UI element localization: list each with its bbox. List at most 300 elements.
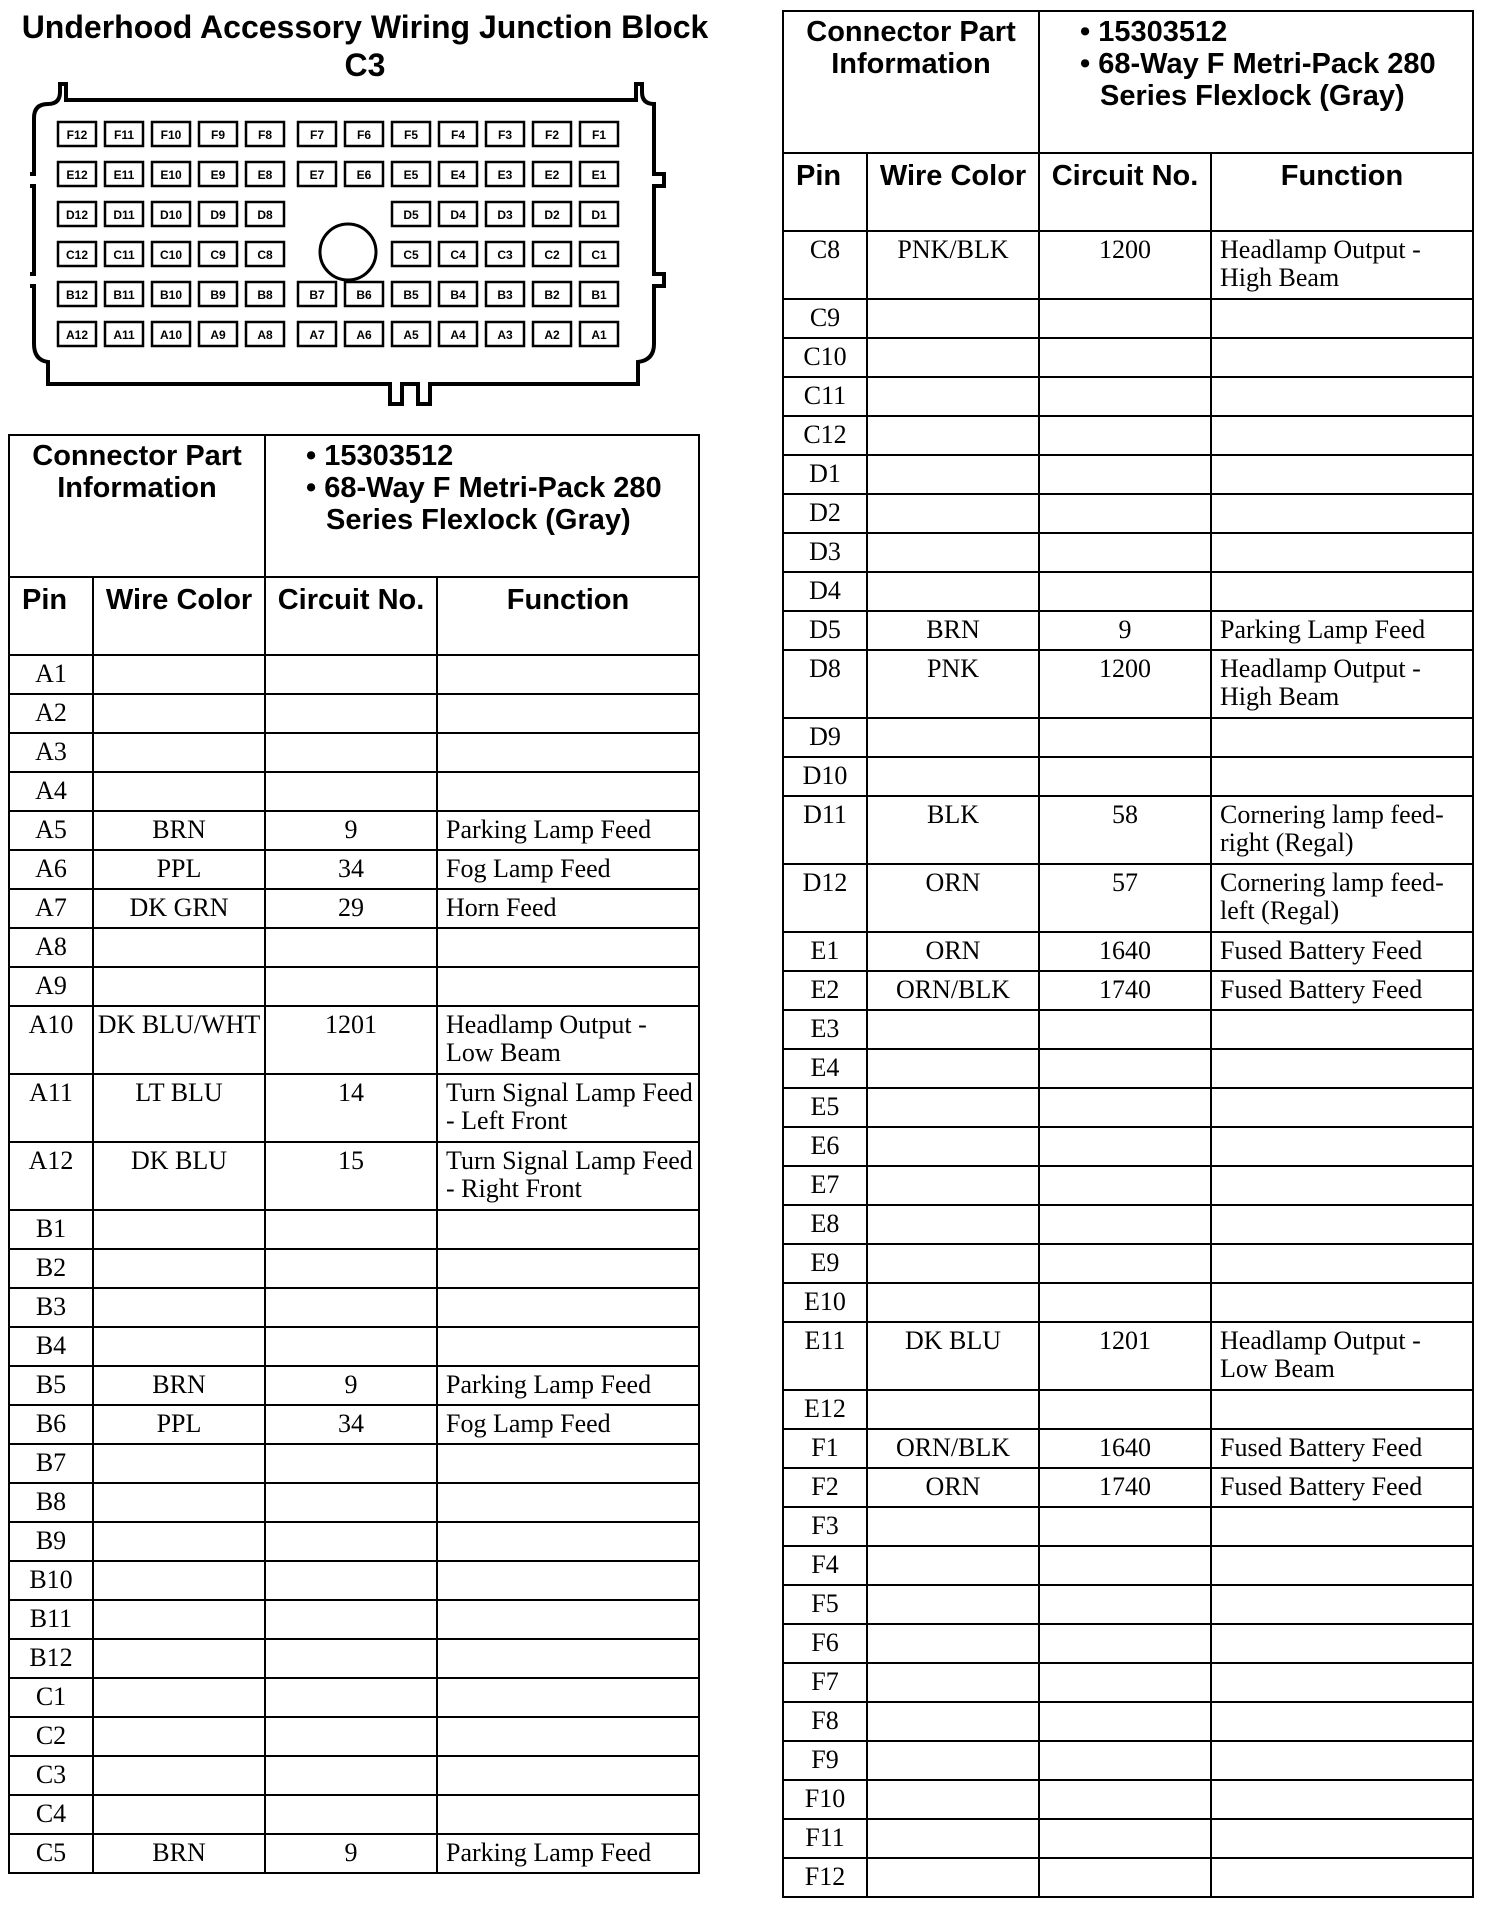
wire-color-cell [867,1702,1039,1741]
pin-cell: B12 [9,1639,93,1678]
function-cell [437,1717,699,1756]
table-row [9,1210,699,1249]
pin-cell: E12 [783,1390,867,1429]
connector-pin-label: F5 [403,128,419,142]
connector-pin-cavity [298,162,336,186]
pin-cell: E5 [783,1088,867,1127]
function-cell [1211,1702,1473,1741]
connector-pin-label: F11 [113,128,135,142]
part-description-item: • 68-Way F Metri-Pack 280 Series Flexlock (Gray) [1080,48,1436,112]
wire-color-cell [93,1756,265,1795]
connector-pin-cavity [199,242,237,266]
pin-cell: A11 [9,1074,93,1142]
pin-cell: E10 [783,1283,867,1322]
function-cell [437,1600,699,1639]
wire-color-cell [93,1639,265,1678]
wire-color-cell [93,1678,265,1717]
wire-color-cell: BRN [867,611,1039,650]
table-row [783,572,1473,611]
circuit-cell [265,772,437,811]
connector-center-hole [320,224,376,280]
circuit-cell: 34 [265,850,437,889]
pin-cell: C5 [9,1834,93,1873]
function-cell [437,694,699,733]
function-cell [437,967,699,1006]
table-row [9,1639,699,1678]
circuit-cell [265,1483,437,1522]
table-row [783,1507,1473,1546]
connector-pin-cavity [105,282,143,306]
connector-pin-cavity [58,122,96,146]
circuit-cell: 15 [265,1142,437,1210]
pin-cell: F7 [783,1663,867,1702]
circuit-cell [1039,1663,1211,1702]
function-cell: Headlamp Output - High Beam [1211,650,1473,718]
connector-part-info [1039,11,1473,153]
connector-pin-cavity [105,242,143,266]
wire-color-cell: DK BLU [93,1142,265,1210]
function-cell: Headlamp Output - High Beam [1211,231,1473,299]
table-row [9,1405,699,1444]
function-cell [1211,1507,1473,1546]
pin-cell: D9 [783,718,867,757]
connector-diagram [30,82,670,412]
table-row [9,655,699,694]
connector-pin-label: B5 [403,288,419,302]
circuit-cell [1039,1390,1211,1429]
wire-color-cell [867,1858,1039,1897]
circuit-cell: 1740 [1039,971,1211,1010]
pin-cell: A8 [9,928,93,967]
wire-color-cell [93,1249,265,1288]
table-row [783,1663,1473,1702]
connector-pin-label: E9 [210,168,226,182]
function-cell: Fog Lamp Feed [437,1405,699,1444]
table-row [9,1288,699,1327]
pin-cell: D3 [783,533,867,572]
function-cell [1211,455,1473,494]
table-row [9,1678,699,1717]
connector-pin-cavity [58,322,96,346]
connector-pin-cavity [486,322,524,346]
function-cell [437,1756,699,1795]
wire-color-cell [867,1166,1039,1205]
connector-pin-label: A8 [257,328,273,342]
pin-cell: F6 [783,1624,867,1663]
connector-pin-cavity [345,282,383,306]
connector-part-info [265,435,699,577]
col-wire-color-header: Wire Color [867,153,1039,231]
connector-pin-cavity [580,162,618,186]
pin-cell: A12 [9,1142,93,1210]
connector-pin-label: C1 [591,248,607,262]
table-row [9,1834,699,1873]
pin-cell: D8 [783,650,867,718]
pinout-table-left [8,434,700,1874]
table-row [9,733,699,772]
pin-cell: D5 [783,611,867,650]
table-row [9,1483,699,1522]
part-description-item: • 68-Way F Metri-Pack 280 Series Flexlock (Gray) [306,472,662,536]
connector-pin-cavity [152,242,190,266]
connector-pin-cavity [533,202,571,226]
function-cell [1211,1663,1473,1702]
circuit-cell: 34 [265,1405,437,1444]
connector-pin-label: A6 [356,328,372,342]
connector-pin-label: D12 [65,208,89,222]
table-row [783,533,1473,572]
wire-color-cell [93,1327,265,1366]
connector-pin-cavity [298,122,336,146]
connector-pin-label: B2 [544,288,560,302]
circuit-cell: 1740 [1039,1468,1211,1507]
table-row [9,694,699,733]
wire-color-cell: DK BLU/WHT [93,1006,265,1074]
function-cell: Turn Signal Lamp Feed - Left Front [437,1074,699,1142]
connector-pin-label: E3 [497,168,513,182]
wire-color-cell: PNK/BLK [867,231,1039,299]
function-cell: Fused Battery Feed [1211,971,1473,1010]
wire-color-cell: LT BLU [93,1074,265,1142]
table-row [9,811,699,850]
function-cell [1211,494,1473,533]
circuit-cell: 1640 [1039,1429,1211,1468]
part-number-item: • 15303512 [306,440,454,472]
table-row [9,1756,699,1795]
connector-pin-cavity [152,282,190,306]
wire-color-cell [867,1741,1039,1780]
part-number: 15303512 [324,440,454,472]
function-cell: Parking Lamp Feed [437,1834,699,1873]
connector-pin-label: B4 [450,288,466,302]
table-row [783,1205,1473,1244]
circuit-cell [265,1249,437,1288]
connector-pin-cavity [345,162,383,186]
circuit-cell [265,1444,437,1483]
connector-pin-cavity [392,242,430,266]
connector-pin-label: F6 [356,128,372,142]
connector-pin-cavity [533,242,571,266]
connector-pin-cavity [58,162,96,186]
connector-pin-label: C8 [257,248,273,262]
circuit-cell [1039,338,1211,377]
table-row [783,1088,1473,1127]
connector-pin-label: F1 [591,128,607,142]
connector-pin-label: C2 [544,248,560,262]
connector-pin-cavity [533,122,571,146]
pin-cell: B10 [9,1561,93,1600]
pin-cell: F5 [783,1585,867,1624]
connector-pin-cavity [439,322,477,346]
circuit-cell [1039,299,1211,338]
table-row [783,796,1473,864]
connector-pin-label: E11 [113,168,135,182]
function-cell: Parking Lamp Feed [437,811,699,850]
circuit-cell: 1201 [265,1006,437,1074]
wire-color-cell [867,1819,1039,1858]
pin-cell: E2 [783,971,867,1010]
connector-pin-label: D2 [544,208,560,222]
wire-color-cell [867,455,1039,494]
connector-pin-cavity [298,282,336,306]
table-row [783,1546,1473,1585]
pin-cell: B1 [9,1210,93,1249]
part-number-item: • 15303512 [1080,16,1228,48]
wire-color-cell: DK BLU [867,1322,1039,1390]
pin-cell: C11 [783,377,867,416]
wire-color-cell: PPL [93,1405,265,1444]
function-cell [437,655,699,694]
function-cell [1211,338,1473,377]
circuit-cell: 9 [265,1834,437,1873]
table-row [9,1561,699,1600]
circuit-cell: 9 [265,811,437,850]
wire-color-cell [867,1390,1039,1429]
circuit-cell [265,1522,437,1561]
connector-pin-label: F10 [160,128,182,142]
pin-cell: A9 [9,967,93,1006]
table-row [783,299,1473,338]
pin-cell: F2 [783,1468,867,1507]
function-cell [437,1210,699,1249]
connector-pin-cavity [533,162,571,186]
connector-pin-cavity [439,162,477,186]
connector-pin-cavity [199,122,237,146]
connector-pin-cavity [152,122,190,146]
table-row [783,1585,1473,1624]
connector-pin-label: D11 [113,208,135,222]
pin-cell: B9 [9,1522,93,1561]
function-cell [1211,1205,1473,1244]
connector-pin-cavity [105,122,143,146]
wire-color-cell [867,1585,1039,1624]
table-row [783,1390,1473,1429]
wire-color-cell [93,1288,265,1327]
wire-color-cell: BRN [93,1366,265,1405]
connector-pin-label: C12 [65,248,89,262]
function-cell [437,1795,699,1834]
circuit-cell [1039,1283,1211,1322]
connector-pin-label: B1 [591,288,607,302]
function-cell [1211,1127,1473,1166]
table-row [783,1702,1473,1741]
connector-part-info-label: Connector Part Information [9,435,265,577]
connector-pin-cavity [246,122,284,146]
connector-pin-label: D9 [210,208,226,222]
circuit-cell [265,733,437,772]
connector-pin-cavity [439,202,477,226]
pin-cell: E3 [783,1010,867,1049]
connector-pin-cavity [345,122,383,146]
circuit-cell: 1200 [1039,650,1211,718]
wire-color-cell: BRN [93,1834,265,1873]
connector-pin-cavity [439,122,477,146]
connector-pin-cavity [105,162,143,186]
connector-pin-cavity [486,242,524,266]
function-cell [1211,1780,1473,1819]
pin-cell: A6 [9,850,93,889]
table-row [9,1366,699,1405]
function-cell [437,1249,699,1288]
circuit-cell [1039,1585,1211,1624]
circuit-cell [265,1756,437,1795]
pinout-table-right [782,10,1474,1898]
pin-cell: F11 [783,1819,867,1858]
circuit-cell: 1201 [1039,1322,1211,1390]
connector-pin-cavity [580,322,618,346]
circuit-cell [265,1288,437,1327]
circuit-cell [1039,1858,1211,1897]
pin-cell: F12 [783,1858,867,1897]
function-cell: Turn Signal Lamp Feed - Right Front [437,1142,699,1210]
function-cell: Headlamp Output - Low Beam [437,1006,699,1074]
function-cell [437,1561,699,1600]
pin-cell: D12 [783,864,867,932]
table-row [783,1780,1473,1819]
connector-pin-label: F12 [66,128,88,142]
function-cell [437,1678,699,1717]
function-cell: Headlamp Output - Low Beam [1211,1322,1473,1390]
function-cell: Fog Lamp Feed [437,850,699,889]
wire-color-cell [93,694,265,733]
connector-pin-label: D8 [257,208,273,222]
table-row [783,1858,1473,1897]
pin-cell: B7 [9,1444,93,1483]
circuit-cell [265,1678,437,1717]
table-row [783,1166,1473,1205]
connector-pin-cavity [345,322,383,346]
connector-pin-label: C10 [159,248,183,262]
connector-pin-cavity [105,202,143,226]
table-row [9,967,699,1006]
table-row [783,971,1473,1010]
col-circuit-header: Circuit No. [265,577,437,655]
table-row [783,1283,1473,1322]
circuit-cell [1039,718,1211,757]
connector-pin-label: A1 [591,328,607,342]
function-cell [1211,1390,1473,1429]
connector-pin-label: B12 [65,288,89,302]
function-cell [437,928,699,967]
wire-color-cell [93,655,265,694]
connector-pin-label: D10 [159,208,183,222]
pin-cell: D4 [783,572,867,611]
circuit-cell: 1640 [1039,932,1211,971]
table-row [783,1010,1473,1049]
table-row [783,757,1473,796]
table-row [783,338,1473,377]
pin-cell: C10 [783,338,867,377]
table-row [9,928,699,967]
pin-cell: E9 [783,1244,867,1283]
connector-pin-cavity [392,202,430,226]
connector-pin-label: A9 [210,328,226,342]
circuit-cell [265,1327,437,1366]
function-cell: Fused Battery Feed [1211,932,1473,971]
table-row [9,772,699,811]
connector-pin-cavity [246,282,284,306]
table-row [783,1322,1473,1390]
function-cell [437,1522,699,1561]
connector-pin-label: A10 [159,328,183,342]
wire-color-cell [867,757,1039,796]
connector-pin-cavity [392,162,430,186]
wire-color-cell: ORN/BLK [867,971,1039,1010]
wire-color-cell [93,1522,265,1561]
wire-color-cell [867,1010,1039,1049]
wire-color-cell: ORN/BLK [867,1429,1039,1468]
table-row [783,864,1473,932]
table-row [9,1249,699,1288]
wire-color-cell [867,1780,1039,1819]
pin-cell: C2 [9,1717,93,1756]
function-cell [1211,1858,1473,1897]
pin-cell: F10 [783,1780,867,1819]
connector-pin-label: E2 [544,168,560,182]
function-cell: Horn Feed [437,889,699,928]
function-cell: Cornering lamp feed-left (Regal) [1211,864,1473,932]
function-cell [1211,1819,1473,1858]
circuit-cell [1039,1780,1211,1819]
connector-pin-label: A3 [497,328,513,342]
connector-pin-label: A12 [65,328,89,342]
circuit-cell: 57 [1039,864,1211,932]
connector-pin-label: B7 [309,288,325,302]
table-row [783,1468,1473,1507]
connector-pin-cavity [246,202,284,226]
connector-pin-label: F3 [497,128,513,142]
circuit-cell [1039,1049,1211,1088]
pin-cell: B4 [9,1327,93,1366]
table-row [783,650,1473,718]
connector-pin-label: A7 [309,328,325,342]
wire-color-cell [867,572,1039,611]
table-row [783,1244,1473,1283]
wire-color-cell [867,1205,1039,1244]
function-cell: Fused Battery Feed [1211,1468,1473,1507]
wire-color-cell [93,967,265,1006]
pin-cell: B2 [9,1249,93,1288]
table-row [9,889,699,928]
pin-cell: E1 [783,932,867,971]
function-cell [1211,1049,1473,1088]
connector-pin-cavity [533,322,571,346]
circuit-cell: 29 [265,889,437,928]
circuit-cell: 14 [265,1074,437,1142]
connector-pin-label: F4 [450,128,466,142]
circuit-cell [265,1210,437,1249]
pin-cell: B6 [9,1405,93,1444]
function-cell [1211,1010,1473,1049]
wire-color-cell: ORN [867,1468,1039,1507]
pin-cell: B8 [9,1483,93,1522]
pin-cell: B5 [9,1366,93,1405]
circuit-cell [265,1717,437,1756]
connector-pin-cavity [58,202,96,226]
connector-pin-cavity [392,322,430,346]
wire-color-cell: ORN [867,932,1039,971]
wire-color-cell [93,1795,265,1834]
wire-color-cell [867,1624,1039,1663]
wire-color-cell: ORN [867,864,1039,932]
circuit-cell: 58 [1039,796,1211,864]
function-cell [1211,572,1473,611]
function-cell: Fused Battery Feed [1211,1429,1473,1468]
wire-color-cell [93,1717,265,1756]
wire-color-cell [93,1600,265,1639]
pin-cell: A7 [9,889,93,928]
function-cell [1211,299,1473,338]
